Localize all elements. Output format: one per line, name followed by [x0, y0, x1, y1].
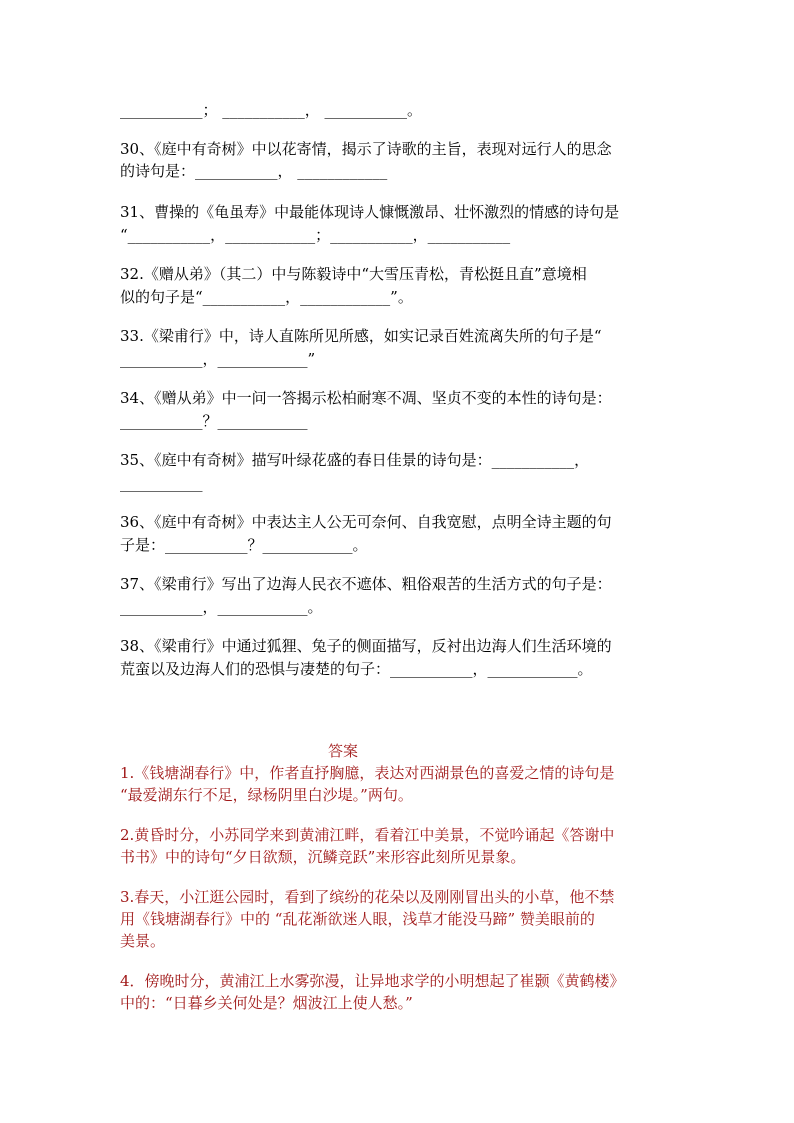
- answer-3-line-1: 3.春天，小江逛公园时，看到了缤纷的花朵以及刚刚冒出头的小草，他不禁: [120, 888, 615, 906]
- question-34-line-1: 34、《赠从弟》中一问一答揭示松柏耐寒不凋、坚贞不变的本性的诗句是：: [120, 389, 612, 407]
- question-33-line-2: ___________，____________”: [120, 350, 316, 368]
- answer-4-line-2: 中的：“日暮乡关何处是？烟波江上使人愁。”: [120, 994, 413, 1012]
- question-30-line-1: 30、《庭中有奇树》中以花寄情，揭示了诗歌的主旨，表现对远行人的思念: [120, 140, 612, 158]
- question-34-line-2: ___________？____________: [120, 412, 308, 430]
- answer-3-line-2: 用《钱塘湖春行》中的 “乱花渐欲迷人眼，浅草才能没马蹄” 赞美眼前的: [120, 910, 595, 928]
- answer-1-line-2: “最爱湖东行不足，绿杨阴里白沙堤。”两句。: [120, 786, 413, 804]
- question-36-line-2: 子是：___________？____________。: [120, 536, 368, 554]
- question-31-line-2: “___________，____________；___________，___________: [120, 226, 511, 244]
- question-38-line-1: 38、《梁甫行》中通过狐狸、兔子的侧面描写，反衬出边海人们生活环境的: [120, 637, 612, 655]
- question-33-line-1: 33.《梁甫行》中，诗人直陈所见所感，如实记录百姓流离失所的句子是“: [120, 327, 602, 345]
- question-36-line-1: 36、《庭中有奇树》中表达主人公无可奈何、自我宽慰，点明全诗主题的句: [120, 513, 612, 531]
- question-38-line-2: 荒蛮以及边海人们的恐惧与凄楚的句子：___________，____________。: [120, 660, 593, 678]
- answer-2-line-1: 2.黄昏时分，小苏同学来到黄浦江畔，看着江中美景，不觉吟诵起《答谢中: [120, 826, 615, 844]
- question-29-tail: ___________； ___________， ___________。: [120, 101, 423, 119]
- question-37-line-1: 37、《梁甫行》写出了边海人民衣不遮体、粗俗艰苦的生活方式的句子是：: [120, 575, 612, 593]
- question-35-line-2: ___________: [120, 474, 203, 492]
- question-30-line-2: 的诗句是：___________， ____________: [120, 162, 388, 180]
- question-37-line-2: ___________，____________。: [120, 598, 323, 616]
- answers-title: 答案: [328, 742, 359, 760]
- question-32-line-2: 似的句子是“___________，____________”。: [120, 288, 413, 306]
- answer-1-line-1: 1.《钱塘湖春行》中，作者直抒胸臆，表达对西湖景色的喜爱之情的诗句是: [120, 764, 615, 782]
- question-32-line-1: 32.《赠从弟》（其二）中与陈毅诗中“大雪压青松，青松挺且直”意境相: [120, 265, 587, 283]
- answer-3-line-3: 美景。: [120, 932, 166, 950]
- answer-4-line-1: 4．傍晚时分，黄浦江上水雾弥漫，让异地求学的小明想起了崔颢《黄鹤楼》: [120, 972, 625, 990]
- question-35-line-1: 35、《庭中有奇树》描写叶绿花盛的春日佳景的诗句是：___________，: [120, 451, 590, 469]
- question-31-line-1: 31、曹操的《龟虽寿》中最能体现诗人慷慨激昂、壮怀激烈的情感的诗句是: [120, 203, 620, 221]
- answer-2-line-2: 书书》中的诗句“夕日欲颓，沉鳞竞跃”来形容此刻所见景象。: [120, 848, 526, 866]
